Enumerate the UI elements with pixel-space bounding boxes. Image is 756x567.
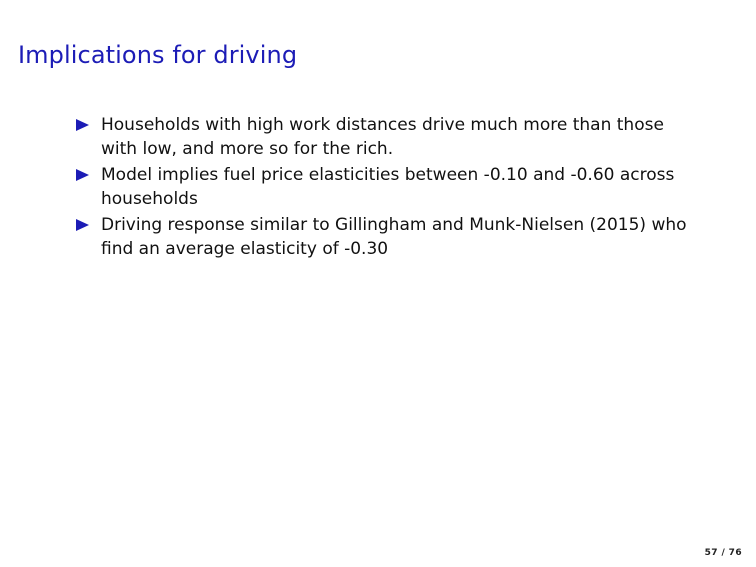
slide-title: Implications for driving xyxy=(18,41,298,69)
triangle-bullet-icon xyxy=(76,119,89,131)
triangle-bullet-icon xyxy=(76,219,89,231)
bullet-item xyxy=(76,213,696,261)
bullet-text: Households with high work distances drive much more than those with low, and more so for the rich. xyxy=(101,115,664,159)
bullet-item xyxy=(76,113,696,161)
triangle-bullet-icon xyxy=(76,169,89,181)
bullet-list xyxy=(76,113,696,263)
bullet-text: Driving response similar to Gillingham and Munk-Nielsen (2015) who find an average elasticity of -0.30 xyxy=(101,215,687,259)
bullet-item xyxy=(76,163,696,211)
bullet-text: Model implies fuel price elasticities between -0.10 and -0.60 across households xyxy=(101,165,675,209)
page-number: 57 / 76 xyxy=(704,548,742,558)
